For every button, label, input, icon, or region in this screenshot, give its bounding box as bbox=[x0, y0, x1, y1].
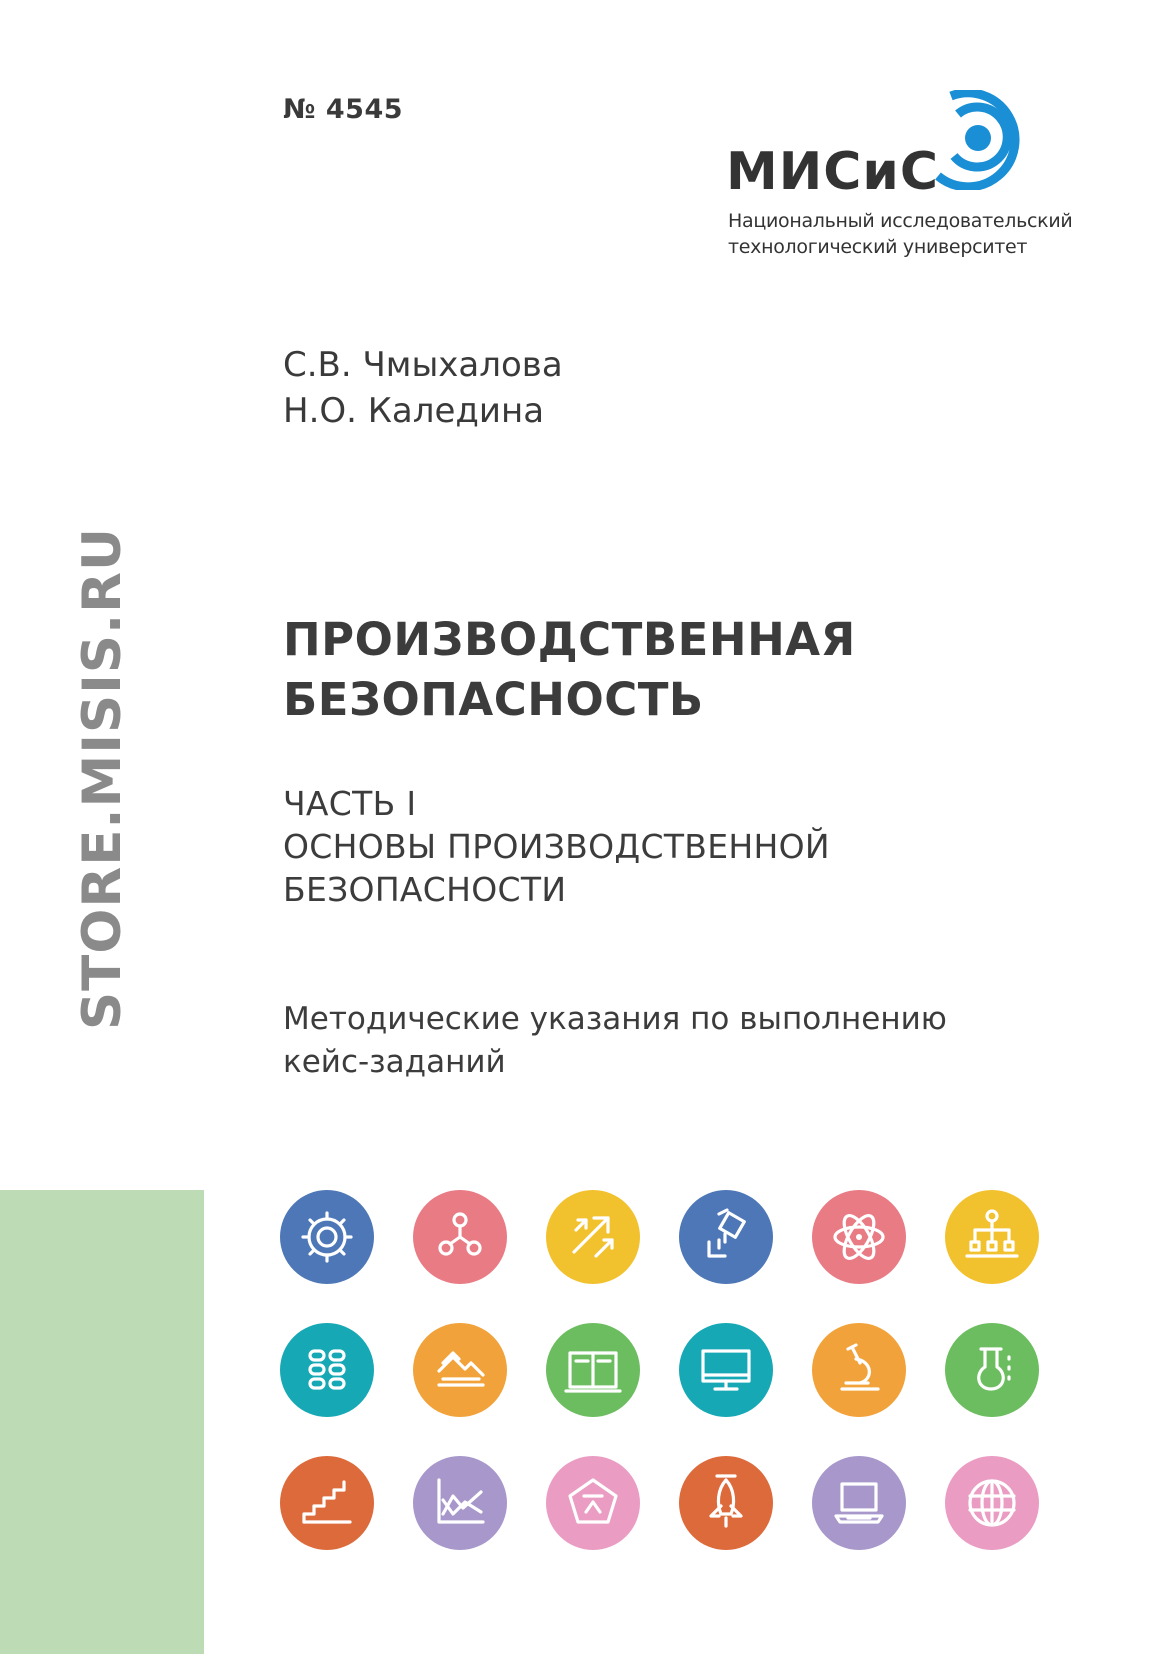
author-1: С.В. Чмыхалова bbox=[283, 345, 563, 385]
icon-grid bbox=[280, 1190, 1080, 1580]
gear-icon bbox=[280, 1190, 374, 1284]
pentagon-icon bbox=[546, 1456, 640, 1550]
book-part-line3: БЕЗОПАСНОСТИ bbox=[283, 870, 567, 909]
arrows-icon bbox=[546, 1190, 640, 1284]
book-subtitle-line2: кейс-заданий bbox=[283, 1044, 506, 1080]
laptop-icon bbox=[812, 1456, 906, 1550]
flask-icon bbox=[945, 1323, 1039, 1417]
book-icon bbox=[546, 1323, 640, 1417]
author-2: Н.О. Каледина bbox=[283, 391, 545, 431]
authors bbox=[283, 342, 563, 434]
globe-icon bbox=[945, 1456, 1039, 1550]
book-subtitle bbox=[283, 998, 947, 1084]
chart-icon bbox=[413, 1456, 507, 1550]
book-part-line2: ОСНОВЫ ПРОИЗВОДСТВЕННОЙ bbox=[283, 827, 830, 866]
rocket-icon bbox=[679, 1456, 773, 1550]
book-part bbox=[283, 782, 830, 911]
book-title-line1: ПРОИЗВОДСТВЕННАЯ bbox=[283, 613, 856, 666]
stairs-icon bbox=[280, 1456, 374, 1550]
book-subtitle-line1: Методические указания по выполнению bbox=[283, 1001, 947, 1037]
grid-icon bbox=[280, 1323, 374, 1417]
monitor-icon bbox=[679, 1323, 773, 1417]
book-part-line1: ЧАСТЬ I bbox=[283, 784, 417, 823]
publisher-subtitle bbox=[728, 208, 1072, 260]
atom-icon bbox=[812, 1190, 906, 1284]
publisher-subtitle-line1: Национальный исследовательский bbox=[728, 210, 1073, 232]
molecule-icon bbox=[413, 1190, 507, 1284]
book-title bbox=[283, 610, 856, 730]
site-url: STORE.MISIS.RU bbox=[72, 526, 133, 1030]
catalog-number: № 4545 bbox=[283, 94, 404, 125]
publisher-subtitle-line2: технологический университет bbox=[728, 236, 1028, 258]
microscope-icon bbox=[812, 1323, 906, 1417]
hierarchy-icon bbox=[945, 1190, 1039, 1284]
mountain-icon bbox=[413, 1323, 507, 1417]
publisher-logo bbox=[726, 90, 1106, 265]
book-title-line2: БЕЗОПАСНОСТЬ bbox=[283, 673, 704, 726]
publisher-name: МИСиС bbox=[726, 142, 940, 202]
logo-signal-icon bbox=[896, 90, 1026, 190]
crucible-icon bbox=[679, 1190, 773, 1284]
green-side-bar bbox=[0, 1190, 204, 1654]
